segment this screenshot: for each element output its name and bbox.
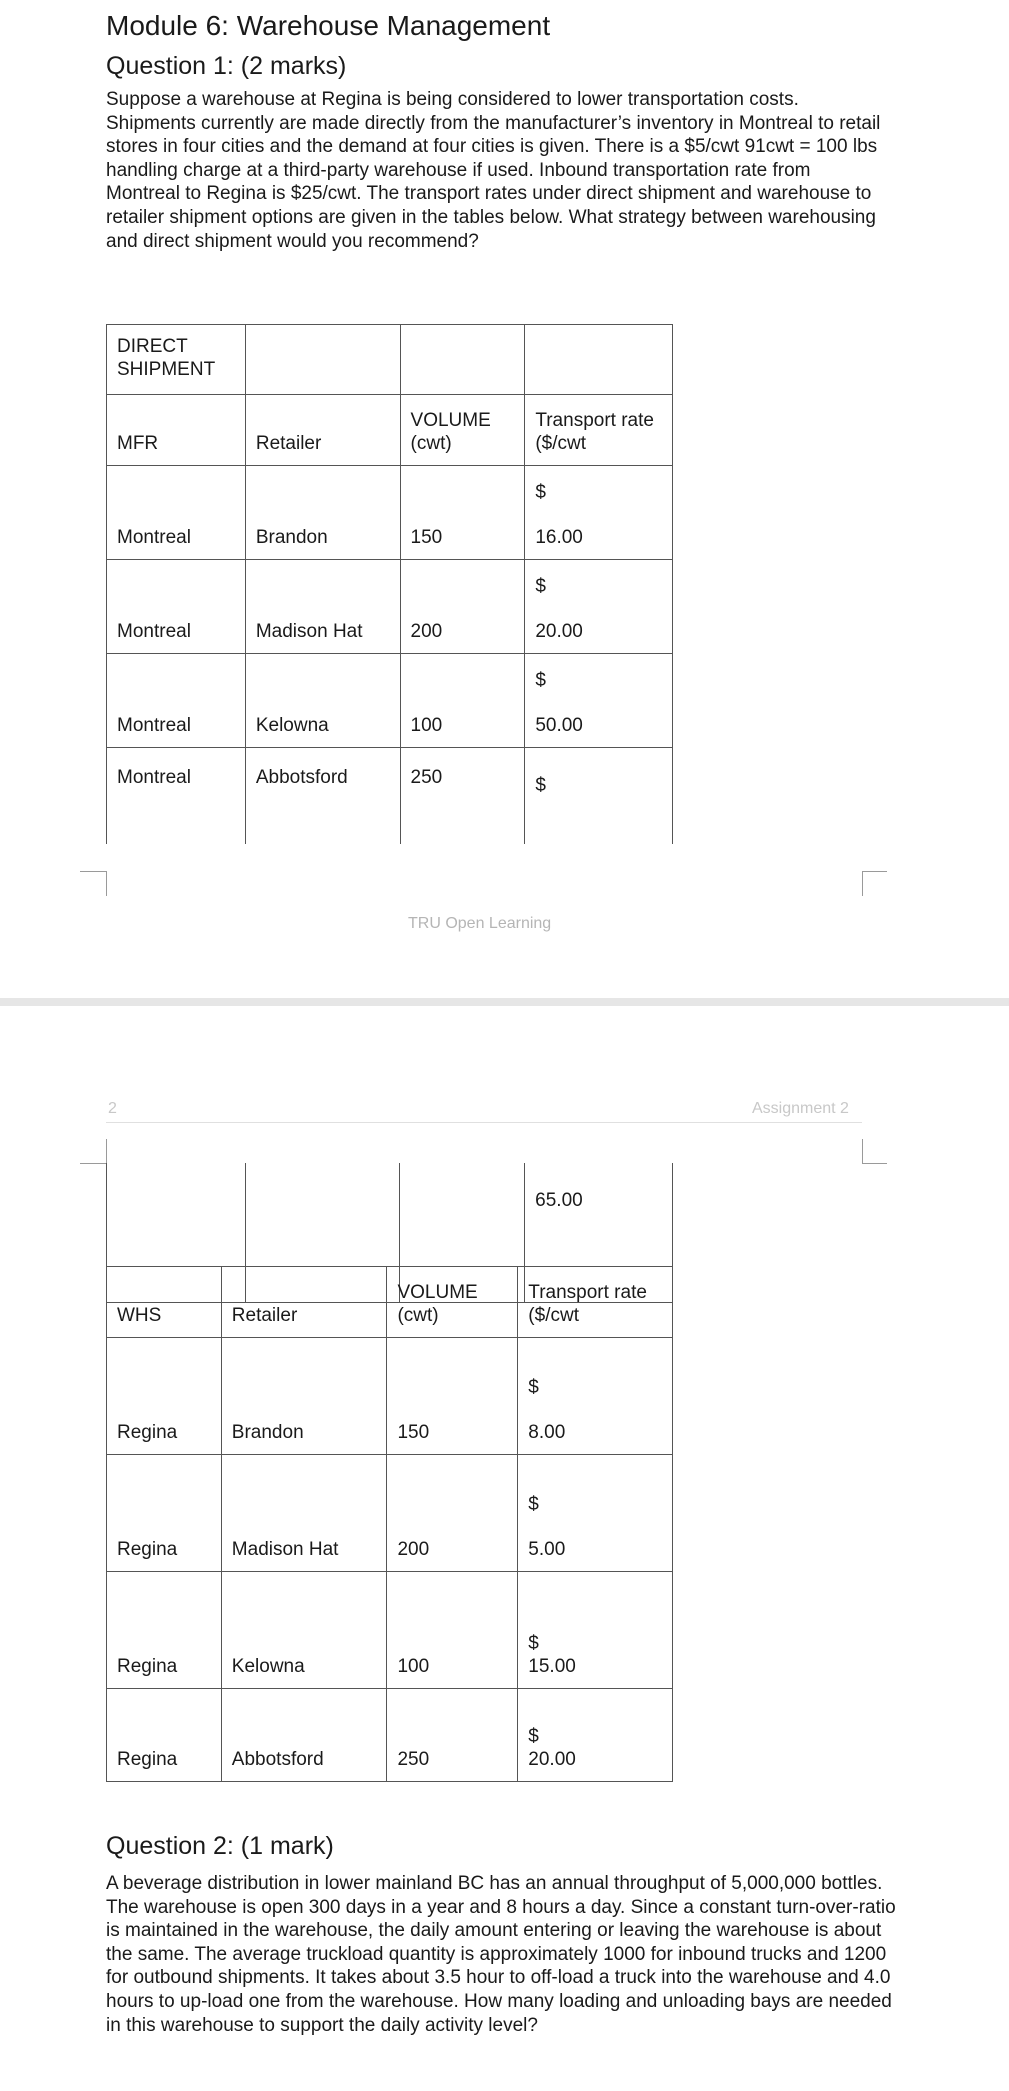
crop-mark	[862, 1139, 887, 1164]
cell-whs: Regina	[107, 1338, 222, 1455]
rate-value: 20.00	[528, 1749, 576, 1770]
cell-retailer: Brandon	[245, 466, 400, 560]
table-row	[107, 748, 673, 845]
table-row	[107, 1689, 673, 1782]
header-retailer: Retailer	[221, 1267, 387, 1338]
question-2-title: Question 2: (1 mark)	[106, 1832, 334, 1860]
warehouse-shipment-table	[106, 1266, 673, 1782]
rate-value: 5.00	[528, 1539, 566, 1560]
cell-volume: 200	[387, 1455, 518, 1572]
cell-rate	[525, 654, 673, 748]
cell-rate	[518, 1455, 673, 1572]
table-row	[107, 1455, 673, 1572]
cell-rate	[525, 466, 673, 560]
header-retailer: Retailer	[245, 395, 400, 466]
cell-retailer: Abbotsford	[221, 1689, 387, 1782]
currency-symbol: $	[528, 1726, 539, 1747]
cell-volume: 150	[400, 466, 525, 560]
currency-symbol: $	[528, 1377, 539, 1398]
cell-whs: Regina	[107, 1455, 222, 1572]
table-row	[107, 466, 673, 560]
cell-retailer: Kelowna	[245, 654, 400, 748]
cell-whs: Regina	[107, 1572, 222, 1689]
rate-value: 20.00	[535, 621, 583, 642]
cell-mfr: Montreal	[107, 654, 246, 748]
crop-mark	[80, 871, 107, 896]
header-transport-rate: Transport rate ($/cwt	[525, 395, 673, 466]
module-title: Module 6: Warehouse Management	[106, 10, 551, 41]
cell-volume: 250	[387, 1689, 518, 1782]
rate-value: 65.00	[525, 1163, 673, 1303]
rate-value: 8.00	[528, 1422, 566, 1443]
page-separator	[0, 998, 1009, 1006]
currency-symbol: $	[535, 775, 546, 796]
cell-retailer: Brandon	[221, 1338, 387, 1455]
rate-value: 16.00	[535, 527, 583, 548]
currency-symbol: $	[528, 1494, 539, 1515]
header-rule	[106, 1122, 862, 1123]
table-row	[107, 1572, 673, 1689]
cell-volume: 200	[400, 560, 525, 654]
rate-value: 50.00	[535, 715, 583, 736]
cell-retailer: Madison Hat	[245, 560, 400, 654]
cell-rate	[518, 1572, 673, 1689]
direct-shipment-caption: DIRECT SHIPMENT	[107, 325, 246, 395]
rate-value: 15.00	[528, 1656, 576, 1677]
question-2-body: A beverage distribution in lower mainland BC has an annual throughput of 5,000,000 bottles. The warehouse is open 300 days in a year and 8 hours a day. Since a constant turn-over-ratio is maintained in the warehouse, the daily amount entering or leaving the warehouse is about the same. The average truckload quantity is approximately 1000 for inbound trucks and 1200 for outbound shipments. It takes about 3.5 hour to off-load a truck into the warehouse and 4.0 hours to up-load one from the warehouse. How many loading and unloading bays are needed in this warehouse to support the daily activity level?	[106, 1873, 896, 2036]
cell-whs: Regina	[107, 1689, 222, 1782]
crop-mark	[862, 871, 887, 896]
direct-shipment-table	[106, 324, 673, 844]
header-whs: WHS	[107, 1267, 222, 1338]
currency-symbol: $	[535, 576, 546, 597]
page-header-title: Assignment 2	[752, 1100, 849, 1117]
cell-retailer: Kelowna	[221, 1572, 387, 1689]
header-mfr: MFR	[107, 395, 246, 466]
currency-symbol: $	[528, 1633, 539, 1654]
cell-retailer: Abbotsford	[245, 748, 400, 845]
table-row	[107, 560, 673, 654]
currency-symbol: $	[535, 482, 546, 503]
cell-retailer: Madison Hat	[221, 1455, 387, 1572]
table-row	[107, 654, 673, 748]
cell-rate	[518, 1689, 673, 1782]
cell-volume: 100	[400, 654, 525, 748]
cell-mfr: Montreal	[107, 748, 246, 845]
header-volume: VOLUME (cwt)	[400, 395, 525, 466]
cell-rate	[525, 748, 673, 845]
cell-mfr: Montreal	[107, 466, 246, 560]
header-transport-rate: Transport rate ($/cwt	[518, 1267, 673, 1338]
cell-volume: 150	[387, 1338, 518, 1455]
question-1-title: Question 1: (2 marks)	[106, 52, 347, 80]
cell-rate	[518, 1338, 673, 1455]
page-number: 2	[108, 1100, 117, 1117]
cell-mfr: Montreal	[107, 560, 246, 654]
header-volume: VOLUME (cwt)	[387, 1267, 518, 1338]
cell-volume: 100	[387, 1572, 518, 1689]
crop-mark	[80, 1139, 107, 1164]
cell-volume: 250	[400, 748, 525, 845]
cell-rate	[525, 560, 673, 654]
question-1-body: Suppose a warehouse at Regina is being considered to lower transportation costs. Shipments currently are made directly from the manufacturer’s inventory in Montreal to retail stores in four cities and the demand at four cities is given. There is a $5/cwt 91cwt = 100 lbs handling charge at a third-party warehouse if used. Inbound transportation rate from Montreal to Regina is $25/cwt. The transport rates under direct shipment and warehouse to retailer shipment options are given in the tables below. What strategy between warehousing and direct shipment would you recommend?	[106, 89, 881, 252]
table-row	[107, 1338, 673, 1455]
currency-symbol: $	[535, 670, 546, 691]
page-footer: TRU Open Learning	[408, 915, 552, 932]
